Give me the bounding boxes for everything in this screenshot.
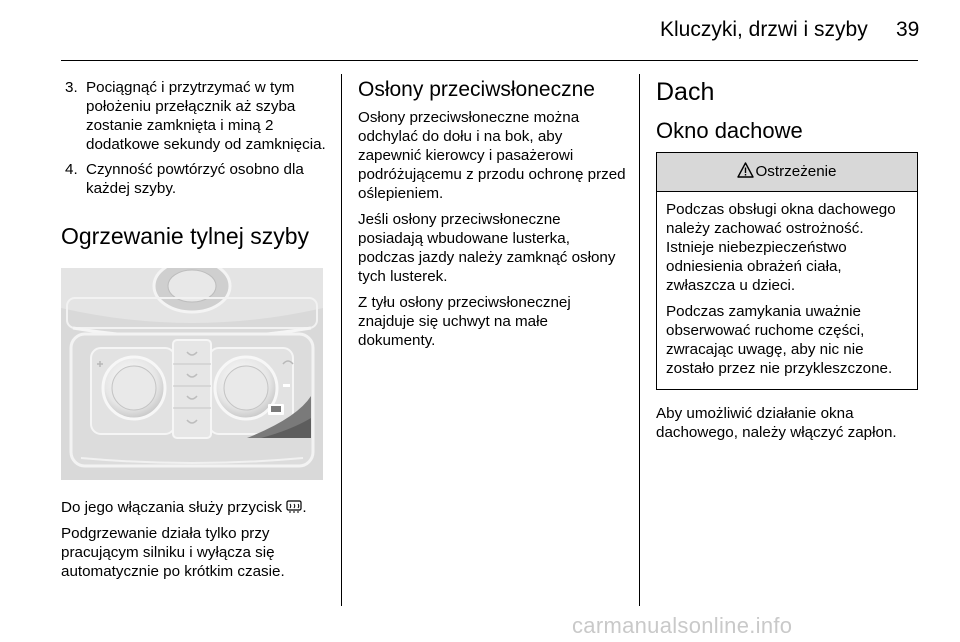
step-number: 3. bbox=[65, 79, 78, 96]
paragraph: Podgrzewanie działa tylko przy pracującym silniku i wyłącza się automatycznie po krótkim czasie. bbox=[61, 525, 285, 580]
header-rule bbox=[61, 60, 918, 61]
warning-box bbox=[656, 152, 918, 390]
warning-paragraph: Podczas zamykania uważnie obserwować ruchome części, zwracając uwagę, aby nic nie zostało przez nie przykleszczone. bbox=[666, 303, 893, 377]
column-divider-1 bbox=[341, 74, 342, 606]
column-1 bbox=[61, 78, 327, 588]
warning-triangle-icon bbox=[737, 155, 754, 171]
warning-paragraph: Podczas obsługi okna dachowego należy zachować ostrożność. Istnieje niebezpieczeństwo odniesienia obrażeń ciała, zwłaszcza u dzieci. bbox=[666, 201, 896, 294]
section-heading-rear-window-heating: Ogrzewanie tylnej szyby bbox=[61, 223, 309, 249]
step-item bbox=[61, 160, 327, 198]
step-text: Czynność powtórzyć osobno dla każdej szyby. bbox=[86, 161, 304, 197]
step-item bbox=[61, 78, 327, 154]
column-divider-2 bbox=[639, 74, 640, 606]
section-heading-sun-visors: Osłony przeciwsłoneczne bbox=[358, 78, 595, 101]
column-2 bbox=[358, 78, 626, 357]
paragraph: Aby umożliwić działanie okna dachowego, należy włączyć zapłon. bbox=[656, 405, 897, 441]
warning-body bbox=[657, 192, 917, 389]
subsection-heading-sunroof: Okno dachowe bbox=[656, 118, 803, 143]
step-list bbox=[61, 78, 327, 198]
warning-header bbox=[657, 153, 917, 192]
page-number: 39 bbox=[896, 18, 920, 41]
rear-window-heater-icon bbox=[286, 500, 302, 514]
header-title: Kluczyki, drzwi i szyby bbox=[660, 18, 868, 41]
step-number: 4. bbox=[65, 161, 78, 178]
paragraph-text-end: . bbox=[302, 499, 307, 516]
paragraph: Z tyłu osłony przeciwsłonecznej znajduje się uchwyt na małe dokumenty. bbox=[358, 294, 571, 349]
section-heading-roof: Dach bbox=[656, 78, 715, 106]
column-3 bbox=[656, 78, 918, 449]
step-text: Pociągnąć i przytrzymać w tym położeniu przełącznik aż szyba zostanie zamknięta i miną 2 dodatkowe sekundy od zamknięcia. bbox=[86, 79, 326, 153]
climate-control-panel-image bbox=[61, 268, 323, 480]
paragraph: Osłony przeciwsłoneczne można odchylać do dołu i na bok, aby zapewnić kierowcy i pasażerowi podróżującemu z przodu ochronę przed oślepieniem. bbox=[358, 109, 626, 202]
watermark: carmanualsonline.info bbox=[572, 613, 793, 638]
paragraph-text: Do jego włączania służy przycisk bbox=[61, 499, 283, 516]
climate-control-panel-illustration bbox=[61, 268, 323, 480]
paragraph bbox=[61, 498, 327, 517]
paragraph: Jeśli osłony przeciwsłoneczne posiadają wbudowane lusterka, podczas jazdy należy zamknąć osłony tych lusterek. bbox=[358, 211, 616, 285]
warning-title: Ostrzeżenie bbox=[755, 163, 837, 180]
